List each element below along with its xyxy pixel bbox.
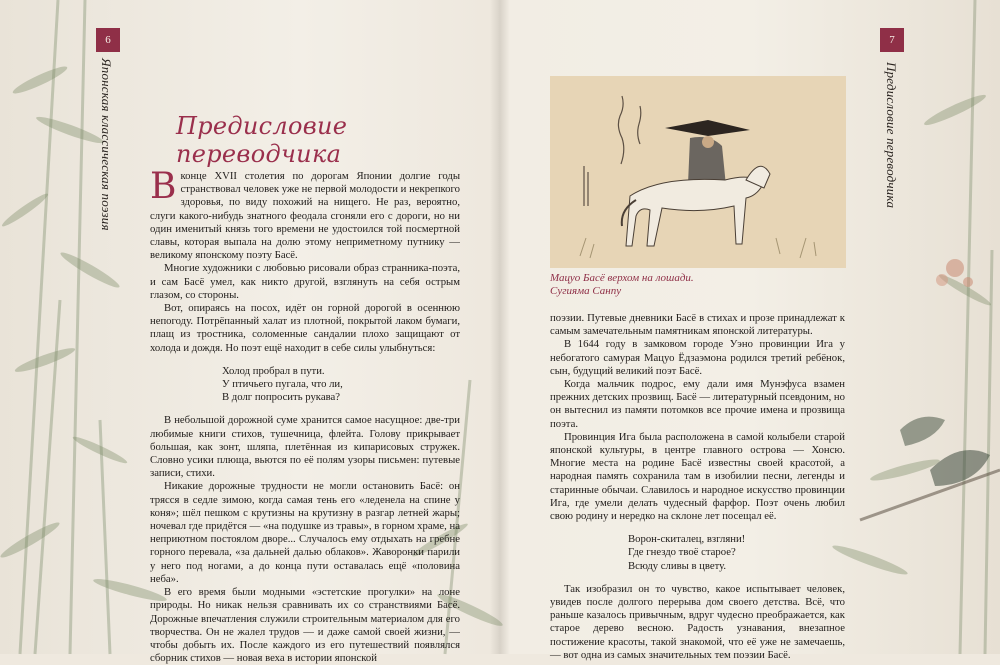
verse-line: В долг попросить рукава? <box>222 391 340 404</box>
verse-line: Где гнездо твоё старое? <box>628 546 736 559</box>
caption-title: Мацуо Басё верхом на лошади. <box>550 272 694 284</box>
paragraph: Многие художники с любовью рисовали образ странника-поэта, и сам Басё умел, как никто другой, взглянуть на себя острым глазом, со стороны. <box>150 262 460 301</box>
paragraph: поэзии. Путевые дневники Басё в стихах и прозе принадлежат к самым замечательным памятникам японской литературы. <box>550 312 845 338</box>
body-text <box>150 166 460 665</box>
page-number: 7 <box>880 28 904 52</box>
paragraph: Вконце XVII столетия по дорогам Японии долгие годы странствовал человек уже не первой молодости и некрепкого здоровья, по виду похожий на нищего. Не раз, вероятно, слуги какого-нибудь знатного феодала сгоняли его с дороги, но ни один именитый князь того времени не удостоился той посмертной славы, которая выпала на долю этому неприметному путнику — великому японскому поэту Басё. <box>150 166 460 262</box>
paragraph: В небольшой дорожной суме хранится самое насущное: две-три любимые книги стихов, тушечница, флейта. Голову прикрывает большая, как зонт, шляпа, плетённая из кипарисовых стружек. Словно усики плюща, вьются по её полям узоры письмен: путевые записи, стихи. <box>150 414 460 480</box>
verse-line: Ворон-скиталец, взгляни! <box>628 533 746 546</box>
body-text <box>550 312 845 662</box>
running-head: Японская классическая поэзия <box>99 58 114 231</box>
running-head: Предисловие переводчика <box>884 62 899 209</box>
haiku-verse <box>222 365 460 405</box>
paragraph: В 1644 году в замковом городе Уэно провинции Ига у небогатого самурая Мацуо Ёдзаэмона родился третий ребёнок, сын, будущий великий поэт Басё. <box>550 338 845 377</box>
drop-cap: В <box>150 166 177 207</box>
paragraph: Никакие дорожные трудности не могли остановить Басё: он трясся в седле зимою, когда самая тень его «леденела на спине у коня»; шёл пешком с крутизны на крутизну в разгар летней жары; ночевал где придётся — «на подушке из травы», в горном храме, на неприютном постоялом дворе... Случалось ему отдыхать на гребне горного перевала, «за дальней далью облаков». Жаворонки парили у него под ногами, а до конца пути оставалась ещё «половина неба». <box>150 480 460 585</box>
page-number: 6 <box>96 28 120 52</box>
painting-icon <box>550 76 846 268</box>
right-page <box>500 0 1000 661</box>
paragraph: Вот, опираясь на посох, идёт он горной дорогой в осеннюю непогоду. Потрёпанный халат из плотной, покрытой лаком бумаги, плащ из тростника, соломенные сандалии плохо защищают от холода и дождя. Но поэт ещё находит в себе силы улыбнуться: <box>150 302 460 354</box>
paragraph: В его время были модными «эстетские прогулки» на лоне природы. Но никак нельзя сравнивать их со странствиями Басё. Дорожные впечатления служили строительным материалом для его творчества. Он не жалел трудов — и даже самой своей жизни, — чтобы добыть их. После каждого из его путешествий появлялся сборник стихов — новая веха в истории японской <box>150 586 460 665</box>
verse-line: У птичьего пугала, что ли, <box>222 378 343 391</box>
figure-caption <box>550 272 850 298</box>
verse-line: Всюду сливы в цвету. <box>628 559 727 572</box>
chapter-title: Предисловие переводчика <box>176 112 348 168</box>
verse-line: Холод пробрал в пути. <box>222 364 325 377</box>
paragraph: Провинция Ига была расположена в самой колыбели старой японской культуры, в центре главного острова — Хонсю. Многие места на родине Басё известны своей красотой, а народная память сохранила там в изобилии песни, легенды и старинные обычаи. Славилось и народное искусство провинции Ига, где умели делать чудесный фарфор. Поэт очень любил свою родину и нередко на склоне лет посещал её. <box>550 430 845 523</box>
caption-artist: Сугияма Санпу <box>550 285 622 297</box>
paragraph: Так изобразил он то чувство, какое испытывает человек, увидев после долгого перерыва дом своего детства. Всё, что раньше казалось привычным, вдруг чудесно преображается, как старое дерево весною. Радость узнавания, внезапное постижение красоты, такой знакомой, что её уже не замечаешь, — вот одна из самых значительных тем поэзии Басё. <box>550 582 845 661</box>
haiku-verse <box>628 533 845 573</box>
illustration-basho-on-horse <box>550 76 846 268</box>
paragraph: Когда мальчик подрос, ему дали имя Мунэфуса взамен прежних детских прозвищ. Басё — литературный псевдоним, но он вытеснил из памяти потомков все прочие имена и прозвища поэта. <box>550 378 845 430</box>
